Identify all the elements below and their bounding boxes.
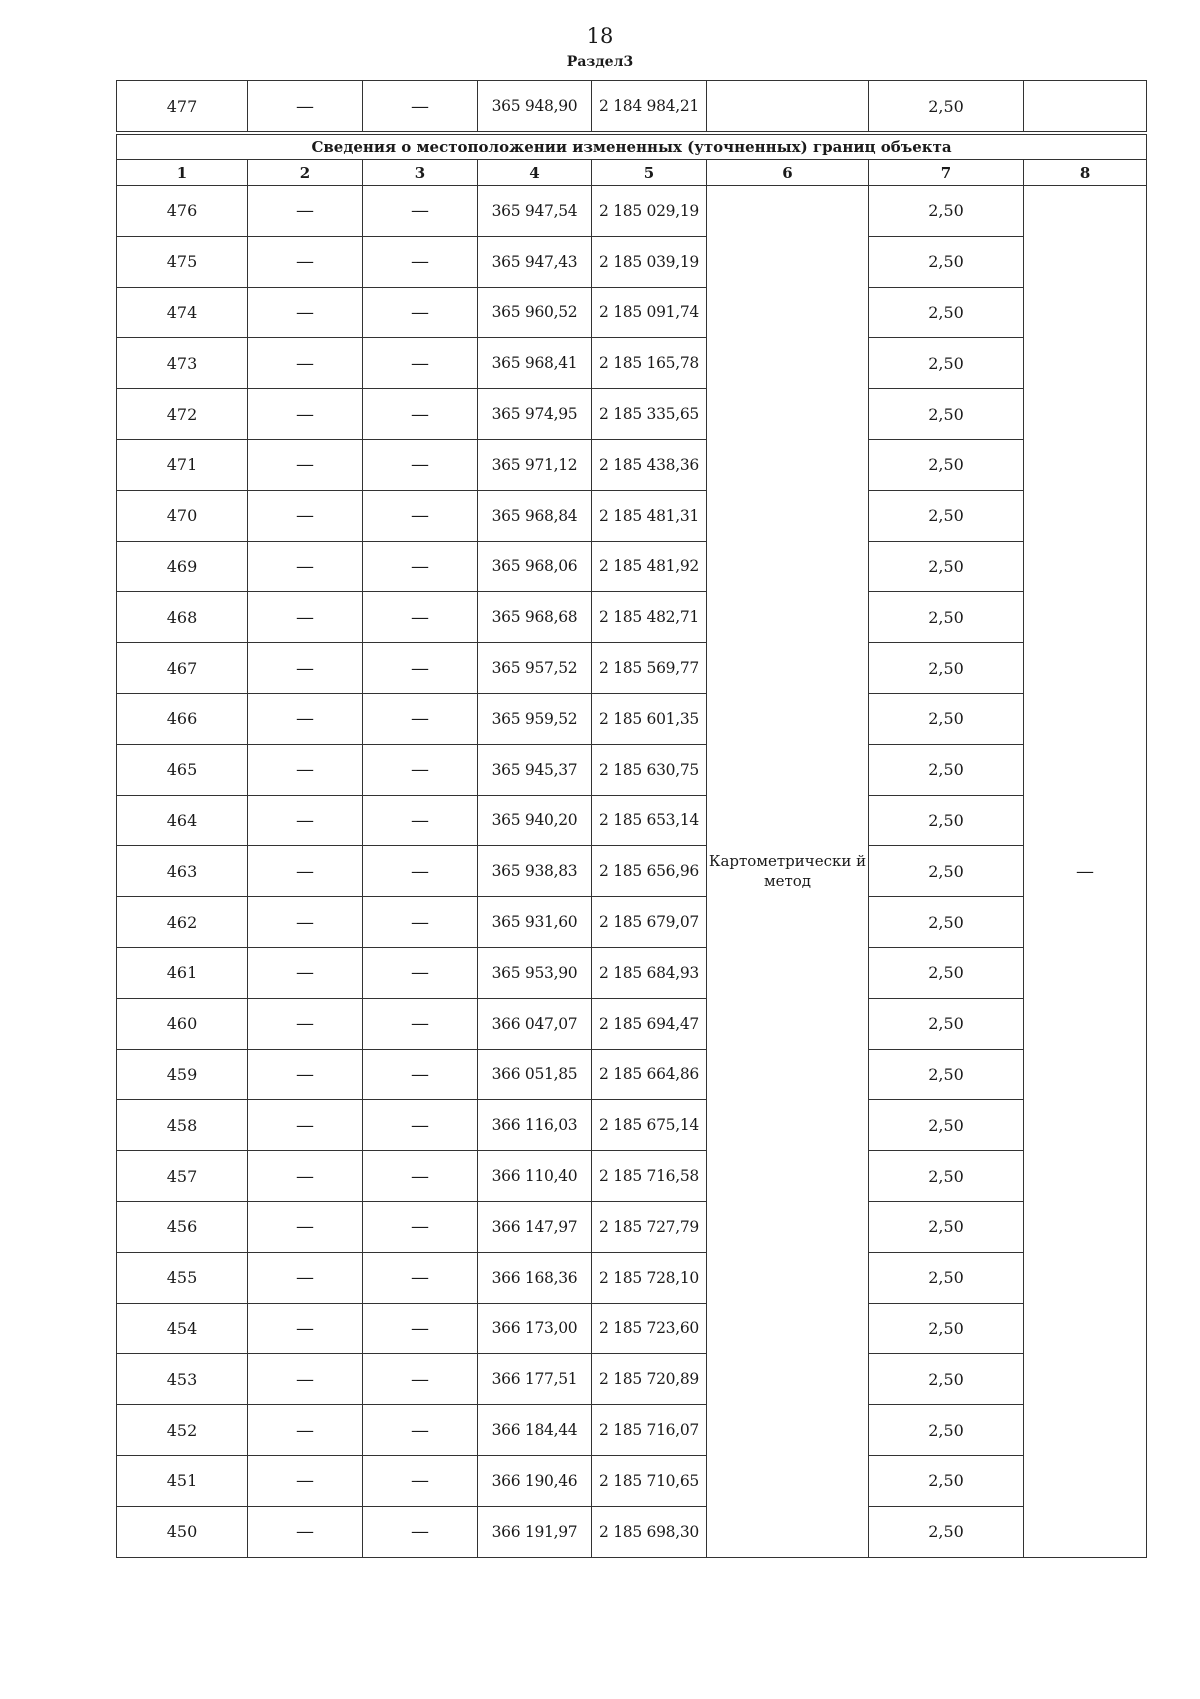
- col2-cell: —: [248, 490, 363, 541]
- table-row: [117, 1506, 1147, 1557]
- point-number-cell: 459: [117, 1049, 248, 1100]
- table-row: [117, 1303, 1147, 1354]
- point-number-cell: 463: [117, 846, 248, 897]
- col2-cell: —: [248, 439, 363, 490]
- col2-cell: —: [248, 338, 363, 389]
- point-number-cell: 469: [117, 541, 248, 592]
- point-number-cell: 474: [117, 287, 248, 338]
- column-number: 8: [1024, 160, 1147, 186]
- table-row: [117, 592, 1147, 643]
- col3-cell: —: [363, 1151, 478, 1202]
- col2-cell: —: [248, 1455, 363, 1506]
- col2-cell: —: [248, 693, 363, 744]
- col3-cell: —: [363, 947, 478, 998]
- y-coordinate-cell: 2 185 653,14: [592, 795, 707, 846]
- point-number-cell: 466: [117, 693, 248, 744]
- accuracy-cell: 2,50: [869, 1201, 1024, 1252]
- y-coordinate-cell: 2 185 438,36: [592, 439, 707, 490]
- x-coordinate-cell: 365 971,12: [478, 439, 592, 490]
- table-row: [117, 947, 1147, 998]
- y-coordinate-cell: 2 185 727,79: [592, 1201, 707, 1252]
- col3-cell: —: [363, 1405, 478, 1456]
- point-number-cell: 468: [117, 592, 248, 643]
- accuracy-cell: 2,50: [869, 1303, 1024, 1354]
- x-coordinate-cell: 366 190,46: [478, 1455, 592, 1506]
- table-row: [117, 897, 1147, 948]
- col2-cell: —: [248, 1049, 363, 1100]
- table-row: [117, 1049, 1147, 1100]
- section-label: Раздел3: [566, 54, 634, 70]
- table-row: [117, 1354, 1147, 1405]
- accuracy-cell: 2,50: [869, 287, 1024, 338]
- col3-cell: —: [363, 1455, 478, 1506]
- column-number: 4: [478, 160, 592, 186]
- col3-cell: —: [363, 338, 478, 389]
- x-coordinate-cell: 365 947,54: [478, 186, 592, 237]
- table-row: [117, 1405, 1147, 1456]
- table-row: [117, 795, 1147, 846]
- accuracy-cell: 2,50: [869, 897, 1024, 948]
- y-coordinate-cell: 2 185 481,31: [592, 490, 707, 541]
- x-coordinate-cell: 366 173,00: [478, 1303, 592, 1354]
- x-coordinate-cell: 366 047,07: [478, 998, 592, 1049]
- x-coordinate-cell: 365 931,60: [478, 897, 592, 948]
- x-coordinate-cell: 366 116,03: [478, 1100, 592, 1151]
- col2-cell: —: [248, 389, 363, 440]
- col2-cell: —: [248, 1151, 363, 1202]
- accuracy-cell: 2,50: [869, 998, 1024, 1049]
- column-number: 6: [707, 160, 869, 186]
- table-row: [117, 1252, 1147, 1303]
- x-coordinate-cell: 365 948,90: [478, 81, 592, 132]
- y-coordinate-cell: 2 185 165,78: [592, 338, 707, 389]
- point-number-cell: 452: [117, 1405, 248, 1456]
- page-number: 18: [586, 24, 614, 48]
- accuracy-cell: 2,50: [869, 236, 1024, 287]
- accuracy-cell: 2,50: [869, 1506, 1024, 1557]
- col2-cell: —: [248, 1354, 363, 1405]
- method-cell: [707, 81, 869, 132]
- x-coordinate-cell: 365 974,95: [478, 389, 592, 440]
- col3-cell: —: [363, 846, 478, 897]
- x-coordinate-cell: 365 968,84: [478, 490, 592, 541]
- col3-cell: —: [363, 1354, 478, 1405]
- accuracy-cell: 2,50: [869, 490, 1024, 541]
- method-cell: Картометрически й метод: [707, 186, 869, 1558]
- y-coordinate-cell: 2 185 601,35: [592, 693, 707, 744]
- table-row: [117, 81, 1147, 132]
- point-number-cell: 453: [117, 1354, 248, 1405]
- point-number-cell: 473: [117, 338, 248, 389]
- accuracy-cell: 2,50: [869, 1354, 1024, 1405]
- y-coordinate-cell: 2 185 664,86: [592, 1049, 707, 1100]
- col3-cell: —: [363, 490, 478, 541]
- y-coordinate-cell: 2 185 029,19: [592, 186, 707, 237]
- col2-cell: —: [248, 744, 363, 795]
- accuracy-cell: 2,50: [869, 1455, 1024, 1506]
- accuracy-cell: 2,50: [869, 1252, 1024, 1303]
- col3-cell: —: [363, 236, 478, 287]
- col2-cell: —: [248, 592, 363, 643]
- x-coordinate-cell: 366 110,40: [478, 1151, 592, 1202]
- point-number-cell: 477: [117, 81, 248, 132]
- x-coordinate-cell: 366 184,44: [478, 1405, 592, 1456]
- table-row: [117, 490, 1147, 541]
- continuation-table: [116, 80, 1147, 132]
- accuracy-cell: 2,50: [869, 389, 1024, 440]
- col3-cell: —: [363, 795, 478, 846]
- table-row: [117, 643, 1147, 694]
- accuracy-cell: 2,50: [869, 643, 1024, 694]
- col2-cell: —: [248, 643, 363, 694]
- col2-cell: —: [248, 998, 363, 1049]
- table-row: [117, 1201, 1147, 1252]
- col2-cell: —: [248, 846, 363, 897]
- col2-cell: —: [248, 1252, 363, 1303]
- y-coordinate-cell: 2 185 728,10: [592, 1252, 707, 1303]
- column-number: 7: [869, 160, 1024, 186]
- y-coordinate-cell: 2 185 091,74: [592, 287, 707, 338]
- col3-cell: —: [363, 81, 478, 132]
- x-coordinate-cell: 366 051,85: [478, 1049, 592, 1100]
- y-coordinate-cell: 2 185 569,77: [592, 643, 707, 694]
- y-coordinate-cell: 2 185 710,65: [592, 1455, 707, 1506]
- col3-cell: —: [363, 897, 478, 948]
- table-row: [117, 338, 1147, 389]
- col3-cell: —: [363, 389, 478, 440]
- accuracy-cell: 2,50: [869, 795, 1024, 846]
- column-number: 1: [117, 160, 248, 186]
- col3-cell: —: [363, 1506, 478, 1557]
- point-number-cell: 475: [117, 236, 248, 287]
- table-row: [117, 693, 1147, 744]
- table-row: [117, 186, 1147, 237]
- x-coordinate-cell: 366 147,97: [478, 1201, 592, 1252]
- x-coordinate-cell: 366 177,51: [478, 1354, 592, 1405]
- col3-cell: —: [363, 693, 478, 744]
- accuracy-cell: 2,50: [869, 744, 1024, 795]
- col3-cell: —: [363, 186, 478, 237]
- y-coordinate-cell: 2 185 656,96: [592, 846, 707, 897]
- column-number: 2: [248, 160, 363, 186]
- point-number-cell: 456: [117, 1201, 248, 1252]
- col2-cell: —: [248, 236, 363, 287]
- table-row: [117, 439, 1147, 490]
- accuracy-cell: 2,50: [869, 947, 1024, 998]
- accuracy-cell: 2,50: [869, 338, 1024, 389]
- table-row: [117, 744, 1147, 795]
- point-number-cell: 476: [117, 186, 248, 237]
- point-number-cell: 464: [117, 795, 248, 846]
- column-number: 3: [363, 160, 478, 186]
- table-row: [117, 1100, 1147, 1151]
- point-number-cell: 451: [117, 1455, 248, 1506]
- accuracy-cell: 2,50: [869, 1151, 1024, 1202]
- col2-cell: —: [248, 287, 363, 338]
- col3-cell: —: [363, 643, 478, 694]
- x-coordinate-cell: 366 191,97: [478, 1506, 592, 1557]
- point-number-cell: 462: [117, 897, 248, 948]
- notes-cell: —: [1024, 186, 1147, 1558]
- point-number-cell: 457: [117, 1151, 248, 1202]
- col2-cell: —: [248, 795, 363, 846]
- table-row: [117, 287, 1147, 338]
- col3-cell: —: [363, 1252, 478, 1303]
- x-coordinate-cell: 366 168,36: [478, 1252, 592, 1303]
- x-coordinate-cell: 365 947,43: [478, 236, 592, 287]
- accuracy-cell: 2,50: [869, 186, 1024, 237]
- column-number-row: [117, 160, 1147, 186]
- table-row: [117, 389, 1147, 440]
- col2-cell: —: [248, 1100, 363, 1151]
- x-coordinate-cell: 365 953,90: [478, 947, 592, 998]
- accuracy-cell: 2,50: [869, 81, 1024, 132]
- col3-cell: —: [363, 744, 478, 795]
- x-coordinate-cell: 365 960,52: [478, 287, 592, 338]
- col3-cell: —: [363, 1303, 478, 1354]
- y-coordinate-cell: 2 185 481,92: [592, 541, 707, 592]
- table-row: [117, 1455, 1147, 1506]
- col2-cell: —: [248, 186, 363, 237]
- y-coordinate-cell: 2 185 039,19: [592, 236, 707, 287]
- col2-cell: —: [248, 1201, 363, 1252]
- col2-cell: —: [248, 897, 363, 948]
- table-row: [117, 998, 1147, 1049]
- col3-cell: —: [363, 592, 478, 643]
- x-coordinate-cell: 365 945,37: [478, 744, 592, 795]
- col3-cell: —: [363, 998, 478, 1049]
- table-row: [117, 1151, 1147, 1202]
- point-number-cell: 461: [117, 947, 248, 998]
- subtitle-row: [117, 135, 1147, 160]
- y-coordinate-cell: 2 185 482,71: [592, 592, 707, 643]
- x-coordinate-cell: 365 968,41: [478, 338, 592, 389]
- col2-cell: —: [248, 541, 363, 592]
- boundary-table: [116, 134, 1147, 1558]
- x-coordinate-cell: 365 940,20: [478, 795, 592, 846]
- col3-cell: —: [363, 439, 478, 490]
- col2-cell: —: [248, 947, 363, 998]
- table-subtitle: Сведения о местоположении измененных (уточненных) границ объекта: [117, 135, 1147, 160]
- accuracy-cell: 2,50: [869, 439, 1024, 490]
- y-coordinate-cell: 2 185 630,75: [592, 744, 707, 795]
- y-coordinate-cell: 2 185 723,60: [592, 1303, 707, 1354]
- col2-cell: —: [248, 1506, 363, 1557]
- y-coordinate-cell: 2 185 698,30: [592, 1506, 707, 1557]
- point-number-cell: 454: [117, 1303, 248, 1354]
- point-number-cell: 465: [117, 744, 248, 795]
- col2-cell: —: [248, 1405, 363, 1456]
- point-number-cell: 467: [117, 643, 248, 694]
- x-coordinate-cell: 365 968,06: [478, 541, 592, 592]
- y-coordinate-cell: 2 184 984,21: [592, 81, 707, 132]
- point-number-cell: 471: [117, 439, 248, 490]
- table-row: [117, 846, 1147, 897]
- column-number: 5: [592, 160, 707, 186]
- y-coordinate-cell: 2 185 684,93: [592, 947, 707, 998]
- accuracy-cell: 2,50: [869, 1049, 1024, 1100]
- y-coordinate-cell: 2 185 679,07: [592, 897, 707, 948]
- accuracy-cell: 2,50: [869, 541, 1024, 592]
- x-coordinate-cell: 365 968,68: [478, 592, 592, 643]
- accuracy-cell: 2,50: [869, 693, 1024, 744]
- col2-cell: —: [248, 1303, 363, 1354]
- point-number-cell: 472: [117, 389, 248, 440]
- col3-cell: —: [363, 1100, 478, 1151]
- accuracy-cell: 2,50: [869, 592, 1024, 643]
- accuracy-cell: 2,50: [869, 846, 1024, 897]
- y-coordinate-cell: 2 185 675,14: [592, 1100, 707, 1151]
- point-number-cell: 450: [117, 1506, 248, 1557]
- col3-cell: —: [363, 1049, 478, 1100]
- notes-cell: [1024, 81, 1147, 132]
- y-coordinate-cell: 2 185 694,47: [592, 998, 707, 1049]
- point-number-cell: 460: [117, 998, 248, 1049]
- x-coordinate-cell: 365 959,52: [478, 693, 592, 744]
- col2-cell: —: [248, 81, 363, 132]
- x-coordinate-cell: 365 957,52: [478, 643, 592, 694]
- accuracy-cell: 2,50: [869, 1100, 1024, 1151]
- table-row: [117, 541, 1147, 592]
- table-row: [117, 236, 1147, 287]
- accuracy-cell: 2,50: [869, 1405, 1024, 1456]
- col3-cell: —: [363, 1201, 478, 1252]
- point-number-cell: 458: [117, 1100, 248, 1151]
- col3-cell: —: [363, 541, 478, 592]
- y-coordinate-cell: 2 185 716,07: [592, 1405, 707, 1456]
- y-coordinate-cell: 2 185 716,58: [592, 1151, 707, 1202]
- point-number-cell: 455: [117, 1252, 248, 1303]
- y-coordinate-cell: 2 185 720,89: [592, 1354, 707, 1405]
- point-number-cell: 470: [117, 490, 248, 541]
- y-coordinate-cell: 2 185 335,65: [592, 389, 707, 440]
- col3-cell: —: [363, 287, 478, 338]
- x-coordinate-cell: 365 938,83: [478, 846, 592, 897]
